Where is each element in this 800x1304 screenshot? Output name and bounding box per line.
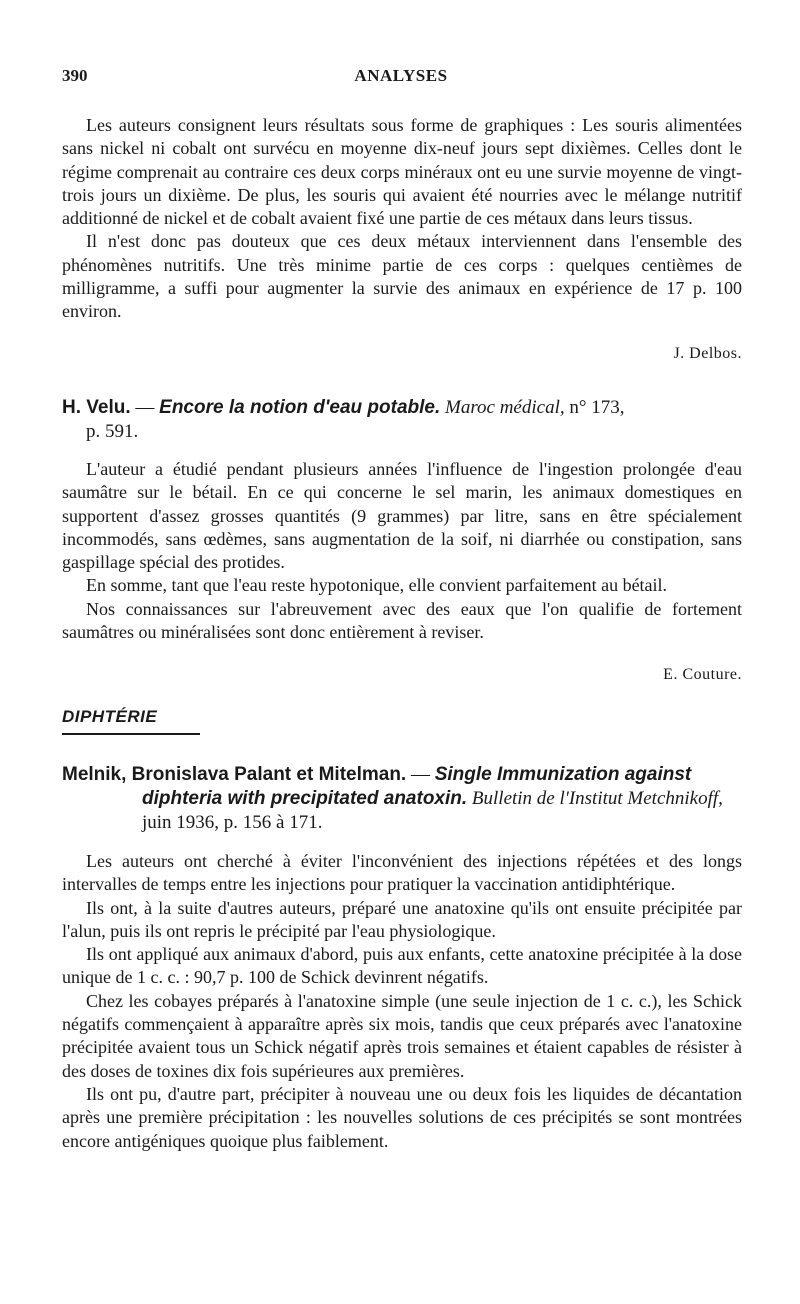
reference-melnik bbox=[62, 763, 742, 835]
paragraph: Ils ont pu, d'autre part, précipiter à nouveau une ou deux fois les liquides de décantation après une première précipitation : les nouvelles solutions de ces précipités se sont montrées encore antigéniques quoique plus faiblement. bbox=[62, 1083, 742, 1151]
paragraph: Ils ont appliqué aux animaux d'abord, puis aux enfants, cette anatoxine précipitée à la dose unique de 1 c. c. : 90,7 p. 100 de Schick devinrent négatifs. bbox=[62, 944, 742, 988]
paragraph: Les auteurs ont cherché à éviter l'inconvénient des injections répétées et des longs intervalles de temps entre les injections pour pratiquer la vaccination antidiphtérique. bbox=[62, 851, 742, 895]
signature-delbos: J. Delbos. bbox=[673, 345, 742, 362]
reference-details: n° 173, bbox=[564, 397, 625, 418]
paragraph: Ils ont, à la suite d'autres auteurs, préparé une anatoxine qu'ils ont ensuite précipitée par l'alun, puis ils ont repris le précipité par l'eau physiologique. bbox=[62, 897, 742, 941]
reference-velu bbox=[62, 396, 742, 444]
signature-couture: E. Couture. bbox=[663, 666, 742, 683]
reference-dash: — bbox=[406, 764, 435, 785]
reference-journal: Maroc médical, bbox=[445, 397, 565, 418]
section-underline bbox=[62, 733, 200, 735]
paragraph: Chez les cobayes préparés à l'anatoxine simple (une seule injection de 1 c. c.), les Schick négatifs commençaient à apparaître après six mois, tandis que ceux préparés avec l'anatoxine précipitée avaient tous un Schick négatif après trois semaines et étaient capables de résister à des doses de toxines dix fois supérieures aux premières. bbox=[62, 990, 742, 1081]
reference-author: Melnik, Bronislava Palant et Mitelman. bbox=[62, 764, 407, 785]
review-melnik-body bbox=[62, 850, 742, 1153]
paragraph: Nos connaissances sur l'abreuvement avec des eaux que l'on qualifie de fortement saumâtres ou minéralisées sont donc entièrement à reviser. bbox=[62, 598, 742, 643]
reference-dash: — bbox=[130, 397, 160, 418]
reference-pages: p. 591. bbox=[86, 421, 139, 442]
paragraph: Les auteurs consignent leurs résultats sous forme de graphiques : Les souris alimentées sans nickel ni cobalt ont survécu en moyenne dix-neuf jours sept dixièmes. Celles dont le régime comprenait au contraire ces deux corps minéraux ont eu une survie moyenne de vingt-trois jours un dixième. De plus, les souris qui avaient été nourries avec le mélange nutritif additionné de nickel et de cobalt avaient fixé une partie de ces métaux dans leurs tissus. bbox=[62, 115, 742, 229]
paragraph: L'auteur a étudié pendant plusieurs années l'influence de l'ingestion prolongée d'eau saumâtre sur le bétail. En ce qui concerne le sel marin, les animaux domestiques en supportent d'assez grosses quantités (9 grammes) par litre, sans en être spécialement incommodés, sans œdèmes, sans augmentation de la soif, ni diarrhée ou constipation, sans gaspillage spécial des protides. bbox=[62, 459, 742, 573]
reference-details: juin 1936, p. 156 à 171. bbox=[142, 812, 323, 833]
page-header bbox=[62, 66, 740, 90]
review-velu-body bbox=[62, 458, 742, 644]
paragraph: En somme, tant que l'eau reste hypotonique, elle convient parfaitement au bétail. bbox=[86, 575, 668, 596]
reference-title: Encore la notion d'eau potable. bbox=[159, 397, 441, 418]
page-number: 390 bbox=[62, 66, 88, 85]
paragraph: Il n'est donc pas douteux que ces deux métaux interviennent dans l'ensemble des phénomènes nutritifs. Une très minime partie de ces corps : quelques centièmes de milligramme, a suffi pour augmenter la survie des animaux en expérience de 17 p. 100 environ. bbox=[62, 231, 742, 322]
reference-title: Single Immunization against diphteria with precipitated anatoxin. bbox=[142, 764, 692, 809]
section-heading: DIPHTÉRIE bbox=[62, 707, 158, 726]
reference-journal: Bulletin de l'Institut Metchnikoff, bbox=[471, 788, 723, 809]
running-title: ANALYSES bbox=[354, 66, 448, 85]
reference-author: H. Velu. bbox=[62, 397, 131, 418]
review-delbos-body bbox=[62, 114, 742, 324]
